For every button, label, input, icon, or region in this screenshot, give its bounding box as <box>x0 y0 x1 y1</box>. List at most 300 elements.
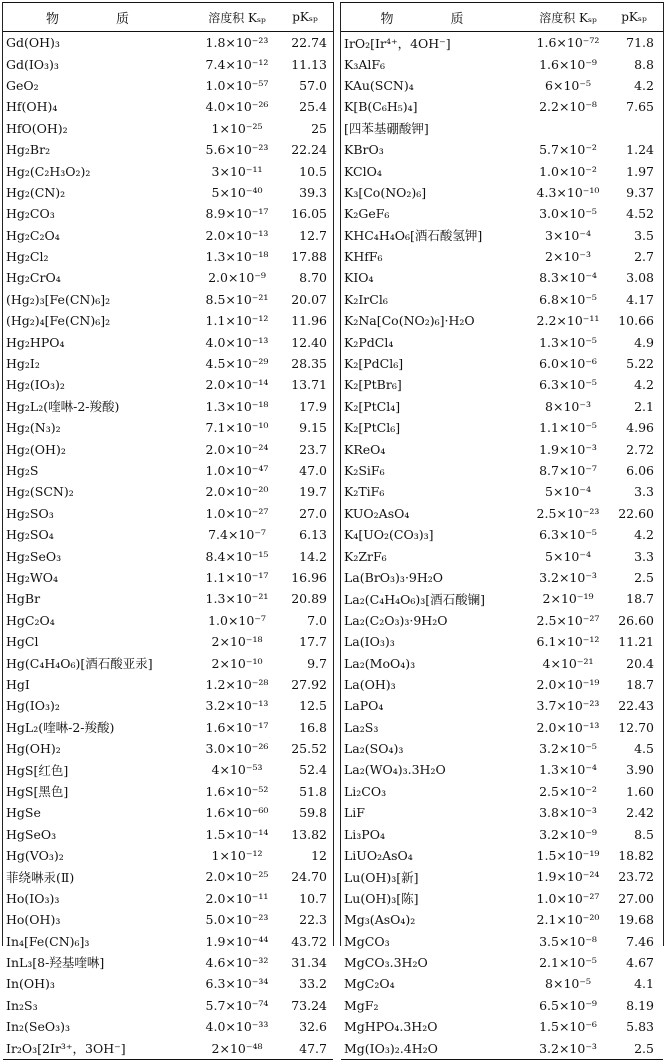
pk-cell: 11.96 <box>291 313 327 329</box>
substance-cell: HgSeO₃ <box>6 826 57 842</box>
substance-cell: LaPO₄ <box>344 698 384 714</box>
table-row <box>341 53 663 74</box>
ksp-cell: 2×10⁻¹⁸ <box>211 634 263 650</box>
pk-cell: 24.70 <box>291 869 327 885</box>
header-ksp: 溶度积 Kₛₚ <box>208 10 266 25</box>
pk-cell: 27.92 <box>291 676 327 692</box>
ksp-cell: 2.5×10⁻²⁷ <box>536 612 600 628</box>
table-row <box>341 310 663 331</box>
header-pk: pKₛₚ <box>292 10 318 24</box>
pk-cell: 10.7 <box>299 890 327 906</box>
substance-cell: MgHPO₄.3H₂O <box>344 1019 438 1035</box>
substance-cell: In₄[Fe(CN)₆]₃ <box>6 933 90 949</box>
pk-cell: 3.90 <box>626 762 654 778</box>
substance-cell: MgC₂O₄ <box>344 976 395 992</box>
table-row <box>3 32 333 53</box>
table-row <box>341 738 663 759</box>
table-row <box>341 438 663 459</box>
table-row <box>341 246 663 267</box>
substance-cell: K₄[UO₂(CO₃)₃] <box>344 527 434 543</box>
ksp-cell: 4×10⁻⁵³ <box>211 762 263 778</box>
ksp-cell: 1.0×10⁻⁵⁷ <box>205 77 269 93</box>
pk-cell: 17.88 <box>291 249 327 265</box>
table-row <box>3 160 333 181</box>
pk-cell: 4.67 <box>626 954 654 970</box>
substance-cell: La₂(C₄H₄O₆)₃[酒石酸镧] <box>344 591 486 607</box>
substance-cell: Hg₂(SCN)₂ <box>6 484 74 500</box>
pk-cell: 47.0 <box>299 463 327 478</box>
table-row <box>341 631 663 652</box>
pk-cell: 7.0 <box>307 612 327 628</box>
table-row <box>3 139 333 160</box>
table-row <box>3 203 333 224</box>
substance-cell: 菲绕啉汞(Ⅱ) <box>6 869 75 885</box>
ksp-cell: 6.1×10⁻¹² <box>536 634 600 650</box>
ksp-cell: 1.3×10⁻⁴ <box>539 762 597 778</box>
table-row <box>3 396 333 417</box>
pk-cell: 23.7 <box>299 441 327 457</box>
substance-cell: Hg(OH)₂ <box>6 741 61 757</box>
substance-cell: K₂SiF₆ <box>344 463 385 478</box>
pk-cell: 4.52 <box>626 206 654 222</box>
ksp-cell: 2.0×10⁻¹³ <box>205 227 269 243</box>
substance-cell: [四苯基硼酸钾] <box>344 121 429 137</box>
table-row <box>3 503 333 524</box>
ksp-cell: 1.6×10⁻¹⁷ <box>205 719 269 735</box>
table-row <box>341 888 663 909</box>
table-row <box>3 717 333 738</box>
table-row <box>3 823 333 844</box>
table-row <box>3 631 333 652</box>
substance-cell: Ho(OH)₃ <box>6 912 61 928</box>
substance-cell: KUO₂AsO₄ <box>344 505 410 521</box>
ksp-cell: 1.9×10⁻²⁴ <box>536 869 600 885</box>
substance-cell: K₂ZrF₆ <box>344 548 387 564</box>
pk-cell: 22.43 <box>618 698 654 714</box>
pk-cell: 10.66 <box>618 313 654 329</box>
ksp-cell: 2×10⁻¹⁰ <box>211 655 263 671</box>
pk-cell: 11.21 <box>618 634 654 650</box>
ksp-cell: 1.6×10⁻⁹ <box>539 56 597 72</box>
pk-cell: 8.8 <box>634 56 654 72</box>
table-right-column <box>340 2 664 1056</box>
substance-cell: Hg₂CrO₄ <box>6 270 61 286</box>
table-row <box>3 246 333 267</box>
ksp-cell: 1×10⁻¹² <box>211 848 263 864</box>
pk-cell: 14.2 <box>299 548 327 564</box>
ksp-cell: 3.7×10⁻²³ <box>536 698 600 714</box>
substance-cell: HgBr <box>6 591 41 607</box>
pk-cell: 25.52 <box>291 741 327 757</box>
pk-cell: 26.60 <box>618 612 654 628</box>
substance-cell: Li₂CO₃ <box>344 783 387 799</box>
ksp-cell: 5.7×10⁻² <box>539 142 597 158</box>
pk-cell: 20.07 <box>291 291 327 307</box>
substance-cell: Hg₂C₂O₄ <box>6 227 60 243</box>
ksp-cell: 4.0×10⁻¹³ <box>205 334 269 350</box>
pk-cell: 17.7 <box>299 634 327 650</box>
substance-cell: HgL₂(喹啉-2-羧酸) <box>6 720 115 736</box>
table-body-right <box>341 32 663 1060</box>
table-row <box>341 460 663 481</box>
pk-cell: 27.00 <box>618 890 654 906</box>
ksp-cell: 5.6×10⁻²³ <box>205 142 269 158</box>
pk-cell: 1.60 <box>626 783 654 799</box>
ksp-cell: 8×10⁻⁵ <box>545 976 591 992</box>
table-row <box>3 888 333 909</box>
pk-cell: 3.5 <box>634 227 654 243</box>
ksp-cell: 5.7×10⁻⁷⁴ <box>205 997 269 1013</box>
pk-cell: 20.89 <box>291 591 327 607</box>
pk-cell: 12.7 <box>299 227 327 243</box>
table-row <box>341 909 663 930</box>
table-row <box>3 1037 333 1059</box>
table-header <box>3 2 333 32</box>
pk-cell: 3.3 <box>634 484 654 500</box>
ksp-cell: 3.2×10⁻⁵ <box>539 741 597 757</box>
substance-cell: KHfF₆ <box>344 249 383 265</box>
pk-cell: 4.96 <box>626 420 654 436</box>
table-row <box>341 503 663 524</box>
ksp-cell: 1.5×10⁻¹⁴ <box>205 826 269 842</box>
ksp-cell: 2.0×10⁻¹¹ <box>205 890 269 906</box>
table-row <box>341 396 663 417</box>
header-substance: 物 质 <box>45 11 151 27</box>
substance-cell: Hg₂HPO₄ <box>6 334 65 350</box>
ksp-cell: 4.5×10⁻²⁹ <box>205 356 269 372</box>
header-pk: pKₛₚ <box>621 10 647 24</box>
table-row <box>341 823 663 844</box>
substance-cell: K₃AlF₆ <box>344 56 386 72</box>
substance-cell: La₂(SO₄)₃ <box>344 741 404 757</box>
pk-cell: 33.2 <box>299 976 327 992</box>
pk-cell: 12.40 <box>291 334 327 350</box>
substance-cell: Hg₂L₂(喹啉-2-羧酸) <box>6 399 120 415</box>
table-row <box>341 417 663 438</box>
ksp-cell: 6.3×10⁻³⁴ <box>205 976 269 992</box>
ksp-cell: 4.0×10⁻³³ <box>205 1019 269 1035</box>
table-row <box>341 930 663 951</box>
ksp-cell: 1×10⁻²⁵ <box>211 120 263 136</box>
substance-cell: Hg₂(C₂H₃O₂)₂ <box>6 163 91 179</box>
table-row <box>341 353 663 374</box>
ksp-cell: 8.3×10⁻⁴ <box>539 270 597 286</box>
substance-cell: Lu(OH)₃[陈] <box>344 891 419 907</box>
pk-cell: 4.1 <box>634 976 654 992</box>
ksp-cell: 4.3×10⁻¹⁰ <box>536 184 600 200</box>
substance-cell: In₂(SeO₃)₃ <box>6 1019 70 1035</box>
pk-cell: 6.13 <box>299 527 327 543</box>
table-row <box>3 182 333 203</box>
table-row <box>341 545 663 566</box>
ksp-cell: 1.0×10⁻² <box>539 163 597 179</box>
substance-cell: HgS[黑色] <box>6 784 69 800</box>
substance-cell: (Hg₂)₄[Fe(CN)₆]₂ <box>6 313 111 329</box>
ksp-cell: 4.0×10⁻²⁶ <box>205 99 269 115</box>
substance-cell: Hg₂SO₄ <box>6 527 54 543</box>
pk-cell: 12 <box>311 848 327 864</box>
pk-cell: 4.2 <box>634 77 654 93</box>
table-row <box>3 952 333 973</box>
table-row <box>3 225 333 246</box>
substance-cell: GeO₂ <box>6 77 39 93</box>
substance-cell: Gd(OH)₃ <box>6 35 60 51</box>
ksp-cell: 3.2×10⁻³ <box>539 569 597 585</box>
substance-cell: Hg(VO₃)₂ <box>6 848 64 864</box>
substance-cell: (Hg₂)₃[Fe(CN)₆]₂ <box>6 291 111 307</box>
substance-cell: La₂(MoO₄)₃ <box>344 655 416 671</box>
pk-cell: 32.6 <box>299 1019 327 1035</box>
pk-cell: 9.37 <box>626 184 654 200</box>
pk-cell: 4.2 <box>634 527 654 543</box>
substance-cell: KReO₄ <box>344 441 386 457</box>
pk-cell: 7.46 <box>626 933 654 949</box>
ksp-cell: 1.0×10⁻⁷ <box>208 612 266 628</box>
table-row <box>3 995 333 1016</box>
table-row <box>3 674 333 695</box>
pk-cell: 9.15 <box>299 420 327 436</box>
ksp-cell: 1.3×10⁻¹⁸ <box>205 398 269 414</box>
ksp-cell: 2.0×10⁻¹⁹ <box>536 676 600 692</box>
ksp-cell: 6.5×10⁻⁹ <box>539 997 597 1013</box>
table-row <box>341 289 663 310</box>
pk-cell: 23.72 <box>618 869 654 885</box>
ksp-cell: 2.0×10⁻²⁰ <box>205 484 269 500</box>
ksp-cell: 2.0×10⁻¹⁴ <box>205 377 269 393</box>
substance-cell: Hg₂WO₄ <box>6 569 59 585</box>
substance-cell: Hg₂I₂ <box>6 356 40 372</box>
ksp-cell: 2.2×10⁻¹¹ <box>536 313 600 329</box>
pk-cell: 6.06 <box>626 463 654 478</box>
table-row <box>341 32 663 53</box>
pk-cell: 9.7 <box>307 655 327 671</box>
substance-cell: Gd(IO₃)₃ <box>6 56 59 72</box>
table-row <box>3 267 333 288</box>
substance-cell: In(OH)₃ <box>6 976 55 992</box>
pk-cell: 16.96 <box>291 569 327 585</box>
ksp-cell: 7.1×10⁻¹⁰ <box>205 420 269 436</box>
ksp-cell: 1.1×10⁻¹² <box>205 313 269 329</box>
ksp-cell: 6.3×10⁻⁵ <box>539 377 597 393</box>
pk-cell: 5.22 <box>626 356 654 372</box>
pk-cell: 8.70 <box>299 270 327 286</box>
table-row <box>3 75 333 96</box>
table-row <box>341 588 663 609</box>
substance-cell: Hg(C₄H₄O₆)[酒石酸亚汞] <box>6 656 153 672</box>
table-row <box>341 652 663 673</box>
ksp-cell: 1.6×10⁻⁵² <box>205 783 269 799</box>
substance-cell: InL₃[8-羟基喹啉] <box>6 955 105 971</box>
table-row <box>3 610 333 631</box>
ksp-cell: 1.1×10⁻¹⁷ <box>205 569 269 585</box>
pk-cell: 19.68 <box>618 912 654 928</box>
pk-cell: 18.82 <box>618 848 654 864</box>
table-row <box>341 374 663 395</box>
table-row <box>3 802 333 823</box>
table-row <box>341 182 663 203</box>
pk-cell: 19.7 <box>299 484 327 500</box>
pk-cell: 22.3 <box>299 912 327 928</box>
ksp-cell: 1.3×10⁻¹⁸ <box>205 249 269 265</box>
ksp-cell: 7.4×10⁻¹² <box>205 56 269 72</box>
pk-cell: 2.72 <box>626 441 654 457</box>
table-row <box>341 845 663 866</box>
table-row <box>341 524 663 545</box>
table-row <box>341 781 663 802</box>
pk-cell: 18.7 <box>626 591 654 607</box>
table-row <box>3 460 333 481</box>
substance-cell: HgS[红色] <box>6 762 69 778</box>
substance-cell: Hg₂S <box>6 463 39 478</box>
substance-cell: Hg₂(IO₃)₂ <box>6 377 65 393</box>
pk-cell: 25.4 <box>299 99 327 115</box>
pk-cell: 12.5 <box>299 698 327 714</box>
substance-cell: Hg₂Br₂ <box>6 142 51 158</box>
substance-cell: KClO₄ <box>344 163 382 179</box>
ksp-cell: 3.5×10⁻⁸ <box>539 933 597 949</box>
ksp-cell: 1.5×10⁻⁶ <box>539 1019 597 1035</box>
substance-cell: HgC₂O₄ <box>6 612 55 628</box>
substance-cell: Li₃PO₄ <box>344 826 385 842</box>
table-row <box>341 203 663 224</box>
pk-cell: 10.5 <box>299 163 327 179</box>
substance-cell: KBrO₃ <box>344 142 384 158</box>
substance-cell: KHC₄H₄O₆[酒石酸氢钾] <box>344 228 483 244</box>
table-row <box>341 717 663 738</box>
pk-cell: 4.2 <box>634 377 654 393</box>
pk-cell: 28.35 <box>291 356 327 372</box>
pk-cell: 51.8 <box>299 783 327 799</box>
substance-cell: K₂[PtCl₆] <box>344 420 401 436</box>
table-row <box>3 481 333 502</box>
ksp-cell: 8.9×10⁻¹⁷ <box>205 206 269 222</box>
table-row <box>341 1016 663 1037</box>
substance-cell: Mg₃(AsO₄)₂ <box>344 912 416 928</box>
ksp-cell: 3×10⁻¹¹ <box>211 163 263 179</box>
table-row <box>341 973 663 994</box>
pk-cell: 4.17 <box>626 291 654 307</box>
table-row <box>3 738 333 759</box>
substance-cell: HgI <box>6 676 30 692</box>
substance-cell: LiUO₂AsO₄ <box>344 848 413 864</box>
ksp-cell: 1.8×10⁻²³ <box>205 35 269 51</box>
pk-cell: 3.08 <box>626 270 654 286</box>
ksp-cell: 3×10⁻⁴ <box>545 227 591 243</box>
substance-cell: LiF <box>344 805 365 821</box>
pk-cell: 8.19 <box>626 997 654 1013</box>
table-row <box>341 866 663 887</box>
substance-cell: La₂(C₂O₃)₃·9H₂O <box>344 612 448 628</box>
substance-cell: La(BrO₃)₃·9H₂O <box>344 569 444 585</box>
table-row <box>3 289 333 310</box>
table-row <box>341 75 663 96</box>
pk-cell: 16.8 <box>299 719 327 735</box>
table-row <box>3 845 333 866</box>
substance-cell: La(OH)₃ <box>344 676 396 692</box>
substance-cell: K₂PdCl₄ <box>344 334 394 350</box>
substance-cell: K₃[Co(NO₂)₆] <box>344 184 427 200</box>
pk-cell: 2.7 <box>634 249 654 265</box>
table-row <box>341 995 663 1016</box>
table-row <box>3 545 333 566</box>
pk-cell: 20.4 <box>626 655 654 671</box>
substance-cell: Hg(IO₃)₂ <box>6 698 60 714</box>
ksp-cell: 3.2×10⁻⁹ <box>539 826 597 842</box>
ksp-cell: 3.0×10⁻⁵ <box>539 206 597 222</box>
pk-cell: 73.24 <box>291 997 327 1013</box>
pk-cell: 52.4 <box>299 762 327 778</box>
table-row <box>3 567 333 588</box>
pk-cell: 13.71 <box>291 377 327 393</box>
table-row <box>341 118 663 139</box>
table-row <box>341 96 663 117</box>
ksp-cell: 2.0×10⁻²⁵ <box>205 869 269 885</box>
table-row <box>341 1037 663 1059</box>
ksp-cell: 1.3×10⁻²¹ <box>205 591 269 607</box>
substance-cell: KAu(SCN)₄ <box>344 77 414 93</box>
substance-cell: K₂[PdCl₆] <box>344 356 404 372</box>
pk-cell: 59.8 <box>299 805 327 821</box>
ksp-cell: 4×10⁻²¹ <box>542 655 594 671</box>
ksp-cell: 2.2×10⁻⁸ <box>539 99 597 115</box>
pk-cell: 17.9 <box>299 398 327 414</box>
pk-cell: 18.7 <box>626 676 654 692</box>
ksp-cell: 1.0×10⁻²⁷ <box>205 505 269 521</box>
substance-cell: In₂S₃ <box>6 997 38 1013</box>
ksp-cell: 5×10⁻⁴ <box>545 548 591 564</box>
pk-cell: 1.24 <box>626 142 654 158</box>
ksp-cell: 1.9×10⁻⁴⁴ <box>205 933 269 949</box>
ksp-cell: 1.1×10⁻⁵ <box>539 420 597 436</box>
table-row <box>341 481 663 502</box>
ksp-cell: 3.8×10⁻³ <box>539 805 597 821</box>
substance-cell: Hg₂SO₃ <box>6 505 54 521</box>
table-row <box>3 524 333 545</box>
pk-cell: 27.0 <box>299 505 327 521</box>
ksp-cell: 8.7×10⁻⁷ <box>539 463 597 478</box>
pk-cell: 22.74 <box>291 35 327 51</box>
table-row <box>3 53 333 74</box>
pk-cell: 13.82 <box>291 826 327 842</box>
pk-cell: 71.8 <box>626 35 654 51</box>
pk-cell: 47.7 <box>299 1040 327 1056</box>
table-row <box>3 118 333 139</box>
header-substance: 物 质 <box>380 11 486 27</box>
substance-cell: Hg₂SeO₃ <box>6 548 62 564</box>
pk-cell: 4.5 <box>634 741 654 757</box>
table-left-column <box>2 2 334 1057</box>
substance-cell: K₂TiF₆ <box>344 484 385 500</box>
substance-cell: K₂[PtBr₆] <box>344 377 402 393</box>
substance-cell: Hg₂CO₃ <box>6 206 55 222</box>
ksp-cell: 2.0×10⁻²⁴ <box>205 441 269 457</box>
substance-cell: Mg(IO₃)₂.4H₂O <box>344 1040 438 1056</box>
pk-cell: 31.34 <box>291 954 327 970</box>
ksp-cell: 6.8×10⁻⁵ <box>539 291 597 307</box>
ksp-cell: 2.0×10⁻⁹ <box>208 270 266 286</box>
table-row <box>3 909 333 930</box>
ksp-cell: 2.1×10⁻²⁰ <box>536 912 600 928</box>
ksp-cell: 8.5×10⁻²¹ <box>205 291 269 307</box>
table-row <box>341 331 663 352</box>
ksp-cell: 2.5×10⁻² <box>539 783 597 799</box>
substance-cell: MgF₂ <box>344 997 379 1013</box>
substance-cell: KIO₄ <box>344 270 374 286</box>
ksp-cell: 1.5×10⁻¹⁹ <box>536 848 600 864</box>
pk-cell: 2.5 <box>634 1040 654 1056</box>
table-row <box>3 781 333 802</box>
table-row <box>3 1016 333 1037</box>
